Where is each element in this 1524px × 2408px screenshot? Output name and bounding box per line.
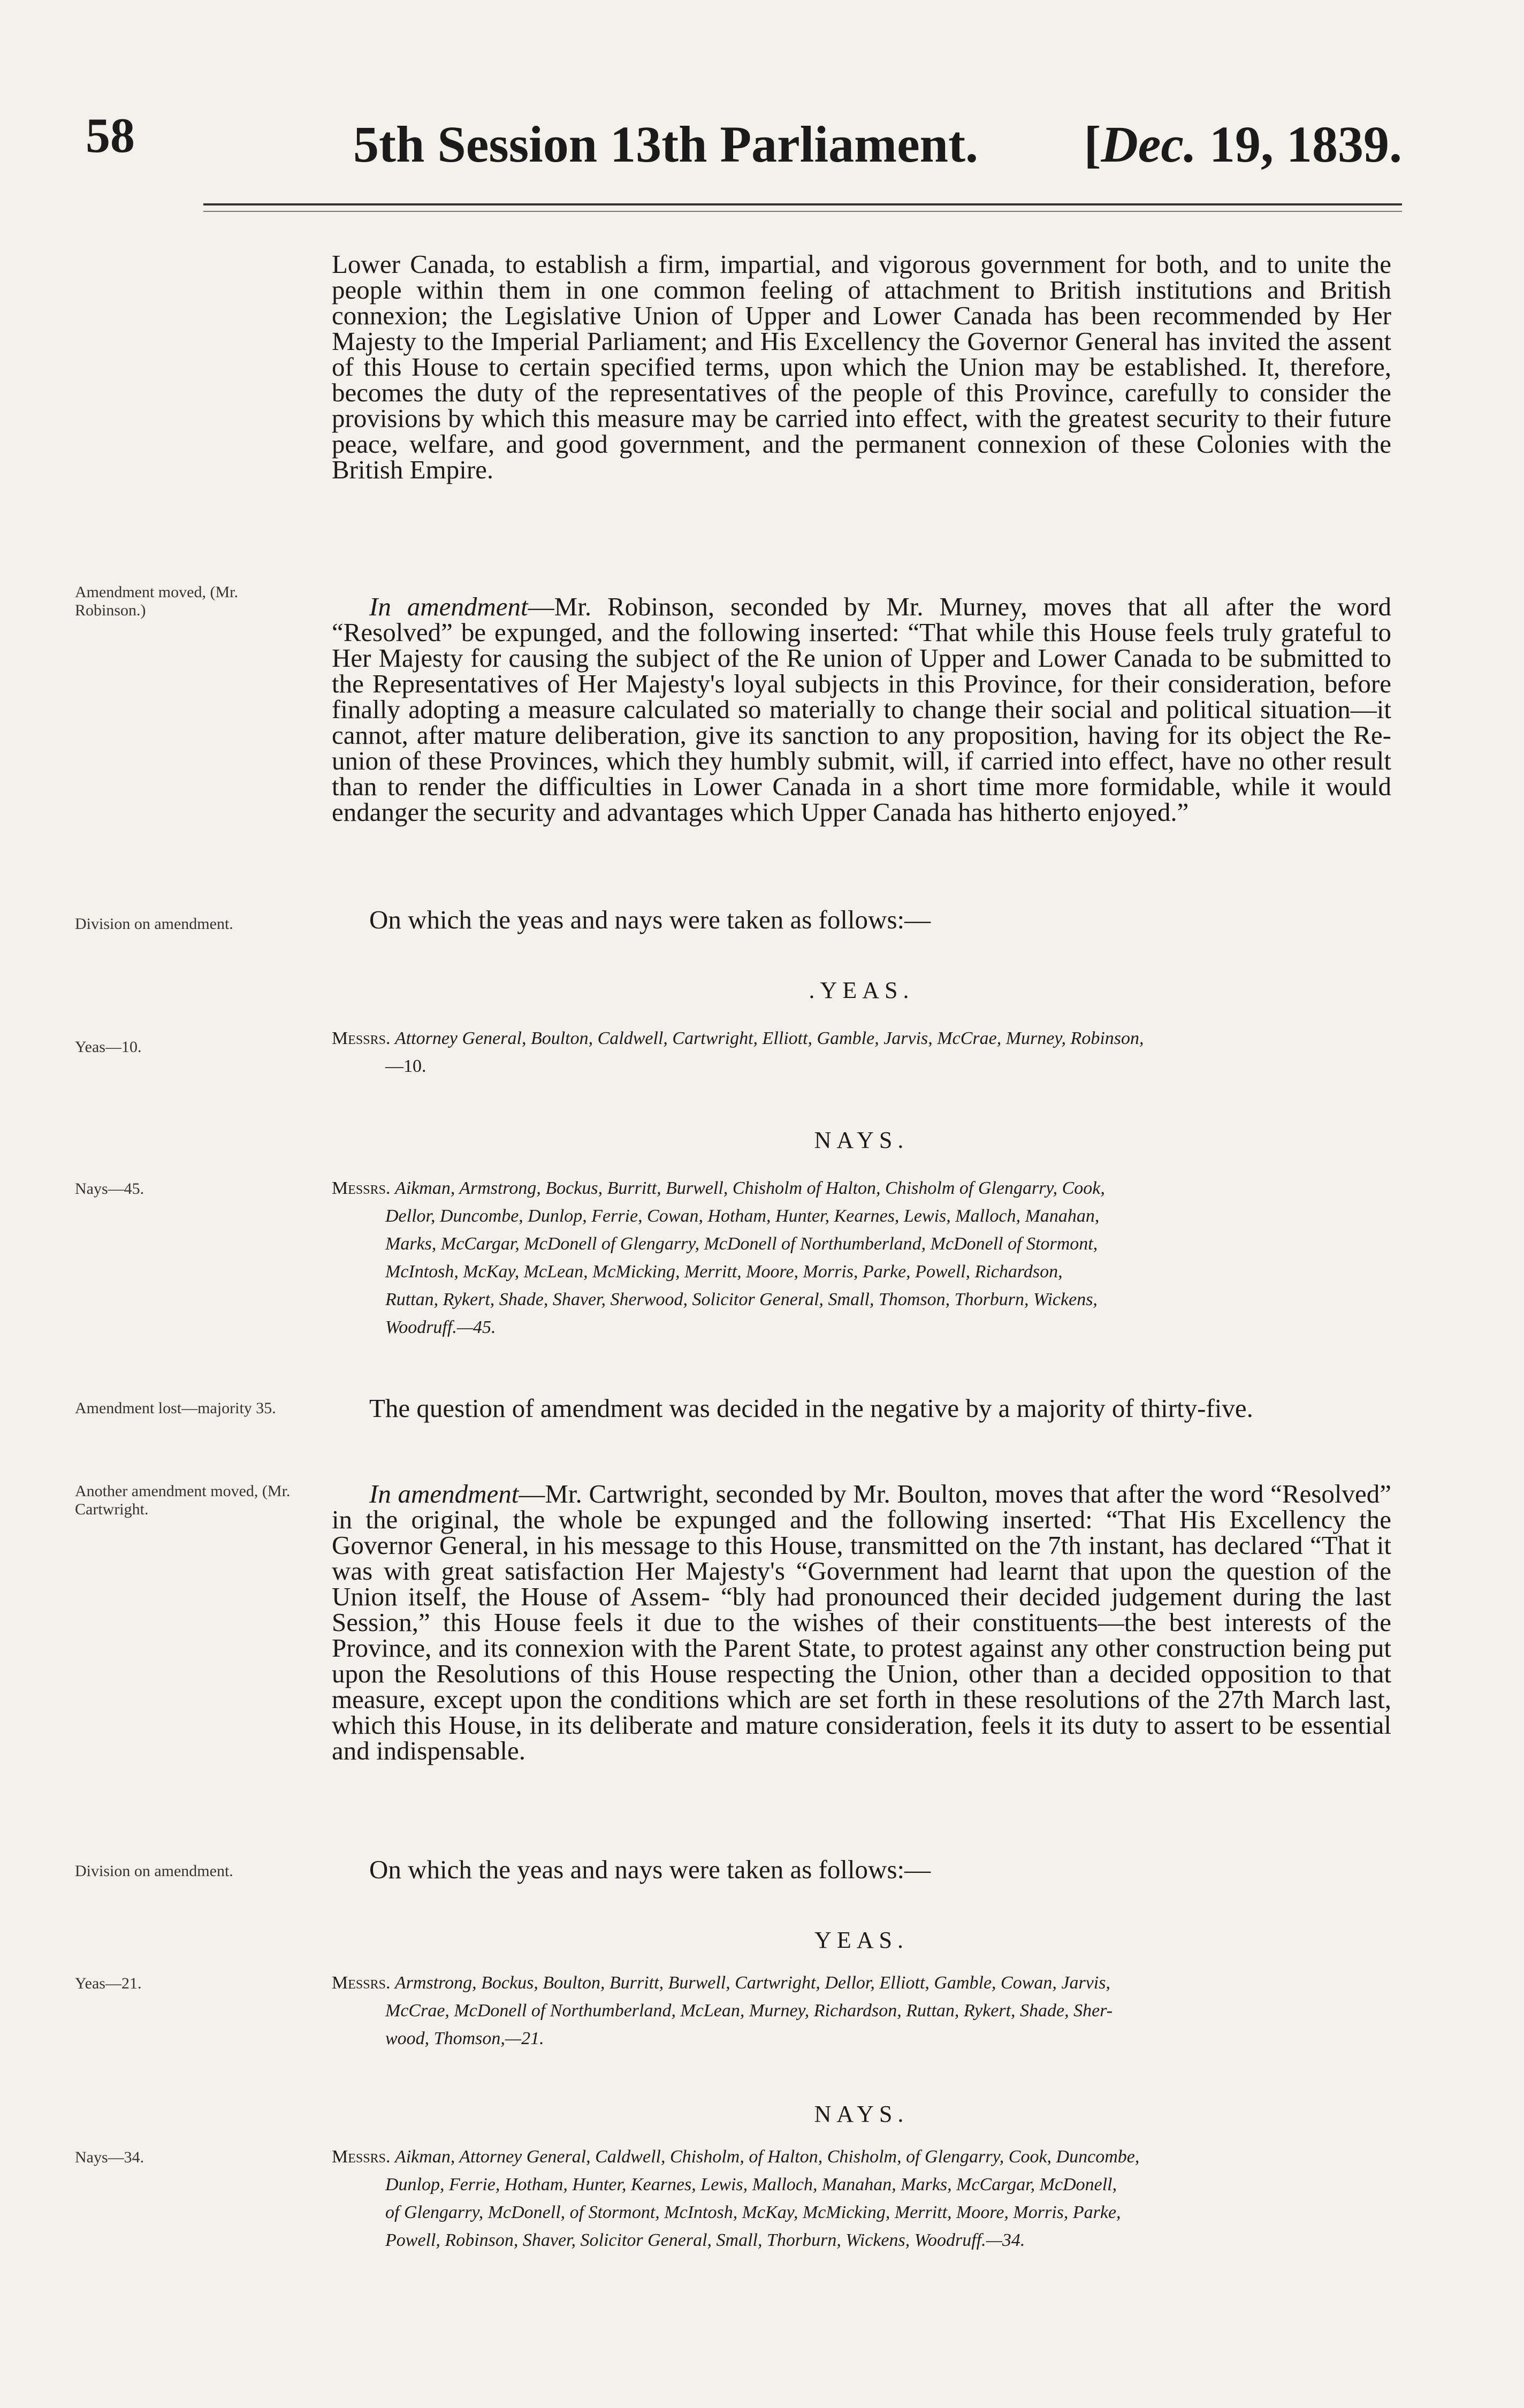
amendment-robinson xyxy=(332,594,1391,825)
amendment-lost-text: The question of amendment was decided in the negative by a majority of thirty-five. xyxy=(369,1393,1253,1423)
nays-list xyxy=(332,1175,1397,1342)
yeas-count: —10. xyxy=(385,1056,426,1076)
nays-line: Woodruff.—45. xyxy=(385,1317,496,1337)
nays-line: Aikman, Armstrong, Bockus, Burritt, Burwell, Chisholm of Halton, Chisholm of Glengarry, Cook, xyxy=(394,1178,1105,1198)
nays-line: Ruttan, Rykert, Shade, Shaver, Sherwood, Solicitor General, Small, Thomson, Thorburn, Wickens, xyxy=(385,1290,1098,1309)
division-text: On which the yeas and nays were taken as follows:— xyxy=(369,1855,931,1884)
amendment-cartwright xyxy=(332,1481,1391,1764)
nays-line: Dunlop, Ferrie, Hotham, Hunter, Kearnes, Lewis, Malloch, Manahan, Marks, McCargar, McDonell, xyxy=(385,2175,1117,2194)
yeas-line: wood, Thomson,—21. xyxy=(385,2029,544,2048)
amendment-lost xyxy=(332,1393,1391,1423)
division-text: On which the yeas and nays were taken as follows:— xyxy=(369,905,931,934)
division-statement xyxy=(332,1857,1391,1883)
header-rule xyxy=(203,203,1402,205)
messrs-label: Messrs. xyxy=(332,1028,391,1048)
margin-note-yeas: Yeas—21. xyxy=(75,1975,142,1992)
yeas-line: McCrae, McDonell of Northumberland, McLean, Murney, Richardson, Ruttan, Rykert, Shade, Sher- xyxy=(385,2001,1113,2021)
nays-line: Marks, McCargar, McDonell of Glengarry, McDonell of Northumberland, McDonell of Stormont, xyxy=(385,1234,1098,1254)
page-title: 5th Session 13th Parliament. xyxy=(353,116,979,173)
division-statement xyxy=(332,907,1391,933)
nays-list xyxy=(332,2143,1397,2254)
page-number: 58 xyxy=(86,108,135,163)
margin-note-division: Division on amendment. xyxy=(75,1862,233,1880)
resolution-text: Lower Canada, to establish a firm, impartial, and vigorous government for both, and to unite the people within them in one common feeling of attachment to British institutions and British connexion; the Legislative Union of Upper and Lower Canada has been recommended by Her Majesty to the Imperial Parliament; and His Excellency the Governor General has invited the assent of this House to certain specified terms, upon which the Union may be established. It, therefore, becomes the duty of the representatives of the people of this Province, carefully to consider the provisions by which this measure may be carried into effect, with the greatest security to their future peace, welfare, and good government, and the permanent connexion of these Colonies with the British Empire. xyxy=(332,249,1391,484)
nays-line: Dellor, Duncombe, Dunlop, Ferrie, Cowan, Hotham, Hunter, Kearnes, Lewis, Malloch, Manahan, xyxy=(385,1206,1100,1226)
nays-line: Powell, Robinson, Shaver, Solicitor General, Small, Thorburn, Wickens, Woodruff.—34. xyxy=(385,2230,1025,2250)
running-header xyxy=(86,107,1402,187)
yeas-list xyxy=(332,1969,1397,2053)
nays-heading: NAYS. xyxy=(814,2101,909,2127)
margin-note-nays: Nays—34. xyxy=(75,2148,144,2166)
amendment-lead: In amendment xyxy=(369,1479,519,1508)
yeas-line: Armstrong, Bockus, Boulton, Burritt, Burwell, Cartwright, Dellor, Elliott, Gamble, Cowan, Jarvis, xyxy=(394,1973,1110,1993)
amendment-lead: In amendment xyxy=(369,592,528,621)
margin-note-nays: Nays—45. xyxy=(75,1180,144,1198)
messrs-label: Messrs. xyxy=(332,2147,391,2167)
messrs-label: Messrs. xyxy=(332,1973,391,1993)
amendment-body: —Mr. Cartwright, seconded by Mr. Boulton, moves that after the word “Resolved” in the original, the whole be expunged and the following inserted: “That His Excellency the Governor General, in his message to this House, transmitted on the 7th instant, has declared “That it was with great satisfaction Her Majesty's “Government had learnt that upon the question of the Union itself, the House of Assem- “bly had pronounced their decided judgement during the last Session,” this House feels it due to the wishes of their constituents—the best interests of the Province, and its connexion with the Parent State, to protest against any other construction being put upon the Resolutions of this House respecting the Union, other than a decided opposition to that measure, except upon the conditions which are set forth in these resolutions of the 27th March last, which this House, in its deliberate and mature consideration, feels it its duty to assert to be essential and indispensable. xyxy=(332,1479,1391,1765)
nays-line: McIntosh, McKay, McLean, McMicking, Merritt, Moore, Morris, Parke, Powell, Richardson, xyxy=(385,1262,1063,1282)
yeas-heading: .YEAS. xyxy=(809,977,915,1003)
nays-line: of Glengarry, McDonell, of Stormont, McIntosh, McKay, McMicking, Merritt, Moore, Morris, Parke, xyxy=(385,2203,1121,2222)
nays-heading: NAYS. xyxy=(814,1127,909,1153)
messrs-label: Messrs. xyxy=(332,1178,391,1198)
resolution-paragraph xyxy=(332,249,1391,484)
amendment-robinson-text xyxy=(332,594,1391,825)
yeas-list xyxy=(332,1025,1397,1080)
margin-note-amendment-lost: Amendment lost—majority 35. xyxy=(75,1399,276,1417)
margin-note-amendment-moved: Amendment moved, (Mr. Robinson.) xyxy=(75,583,238,619)
amendment-cartwright-text xyxy=(332,1481,1391,1764)
yeas-names: Attorney General, Boulton, Caldwell, Cartwright, Elliott, Gamble, Jarvis, McCrae, Murney, Robinson, xyxy=(394,1028,1144,1048)
amendment-body: —Mr. Robinson, seconded by Mr. Murney, moves that all after the word “Resolved” be expunged, and the following inserted: “That while this House feels truly grateful to Her Majesty for causing the subject of the Re union of Upper and Lower Canada to be submitted to the Representatives of Her Majesty's loyal subjects in this Province, for their consideration, before finally adopting a measure calculated so materially to change their social and political situation—it cannot, after mature deliberation, give its sanction to any proposition, having for its object the Re-union of these Provinces, which they humbly submit, will, if carried into effect, have no other result than to render the difficulties in Lower Canada in a short time more formidable, while it would endanger the security and advantages which Upper Canada has hitherto enjoyed.” xyxy=(332,592,1392,827)
margin-note-division: Division on amendment. xyxy=(75,915,233,933)
header-rule-thin xyxy=(203,211,1402,212)
header-date xyxy=(1084,115,1402,174)
yeas-heading: YEAS. xyxy=(814,1927,909,1953)
nays-line: Aikman, Attorney General, Caldwell, Chisholm, of Halton, Chisholm, of Glengarry, Cook, Duncombe, xyxy=(394,2147,1140,2167)
margin-note-yeas: Yeas—10. xyxy=(75,1038,142,1056)
date-month: Dec. xyxy=(1101,116,1197,173)
date-bracket: [ xyxy=(1084,116,1101,173)
date-rest: 19, 1839. xyxy=(1197,116,1402,173)
margin-note-another-amendment: Another amendment moved, (Mr. Cartwright. xyxy=(75,1482,291,1518)
